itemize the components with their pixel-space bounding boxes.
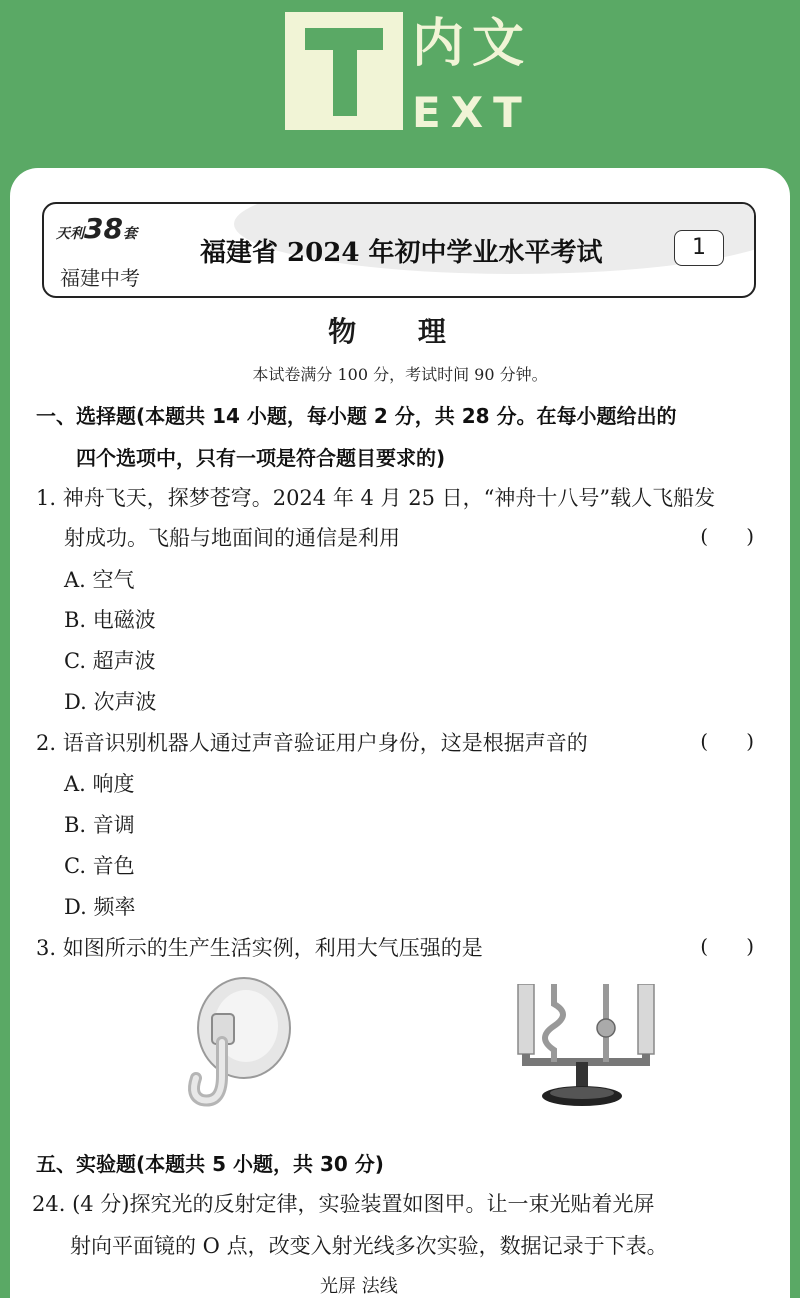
q24-figure-label: 光屏 法线 bbox=[320, 1276, 398, 1297]
header-banner bbox=[0, 0, 800, 168]
q2-option-a[interactable]: A. 响度 bbox=[64, 772, 135, 796]
subject-title: 物 理 bbox=[328, 315, 472, 348]
q1-option-c[interactable]: C. 超声波 bbox=[64, 649, 156, 673]
q3-line1: 3. 如图所示的生产生活实例，利用大气压强的是 bbox=[36, 936, 483, 960]
suction-hook-image bbox=[186, 976, 296, 1116]
q1-option-d[interactable]: D. 次声波 bbox=[64, 690, 157, 714]
q2-option-b[interactable]: B. 音调 bbox=[64, 813, 135, 837]
q1-line1: 1. 神舟飞天，探梦苍穹。2024 年 4 月 25 日，“神舟十八号”载人飞船发 bbox=[36, 486, 716, 510]
text-logo-icon bbox=[285, 12, 403, 130]
brand-subtitle: 福建中考 bbox=[60, 266, 140, 290]
glass-tube-apparatus-image bbox=[510, 984, 660, 1116]
brand-logo: 天利38套 bbox=[56, 212, 137, 245]
section1-title-line1: 一、选择题(本题共 14 小题，每小题 2 分，共 28 分。在每小题给出的 bbox=[36, 404, 677, 428]
q1-option-b[interactable]: B. 电磁波 bbox=[64, 608, 156, 632]
exam-page bbox=[10, 168, 790, 1298]
exam-header bbox=[42, 202, 756, 298]
q2-line1: 2. 语音识别机器人通过声音验证用户身份，这是根据声音的 bbox=[36, 731, 588, 755]
q2-option-c[interactable]: C. 音色 bbox=[64, 854, 135, 878]
q1-line2: 射成功。飞船与地面间的通信是利用 bbox=[64, 526, 400, 550]
q2-option-d[interactable]: D. 频率 bbox=[64, 895, 136, 919]
exam-note: 本试卷满分 100 分，考试时间 90 分钟。 bbox=[252, 365, 548, 384]
logo-chinese-text: 内文 bbox=[412, 14, 533, 74]
q2-answer-bracket[interactable]: ( ) bbox=[700, 729, 754, 753]
section1-title-line2: 四个选项中，只有一项是符合题目要求的) bbox=[76, 446, 446, 470]
q1-answer-bracket[interactable]: ( ) bbox=[700, 524, 754, 548]
q24-line2: 射向平面镜的 O 点，改变入射光线多次实验，数据记录于下表。 bbox=[70, 1234, 668, 1258]
page-number-badge: 1 bbox=[674, 230, 724, 266]
letter-t-icon bbox=[285, 12, 403, 130]
q1-option-a[interactable]: A. 空气 bbox=[64, 568, 135, 592]
exam-title: 福建省 2024 年初中学业水平考试 bbox=[200, 238, 603, 268]
section5-title: 五、实验题(本题共 5 小题，共 30 分) bbox=[36, 1152, 384, 1176]
q24-line1: 24. (4 分)探究光的反射定律，实验装置如图甲。让一束光贴着光屏 bbox=[32, 1192, 655, 1216]
q3-answer-bracket[interactable]: ( ) bbox=[700, 934, 754, 958]
logo-english-text: EXT bbox=[412, 88, 532, 137]
